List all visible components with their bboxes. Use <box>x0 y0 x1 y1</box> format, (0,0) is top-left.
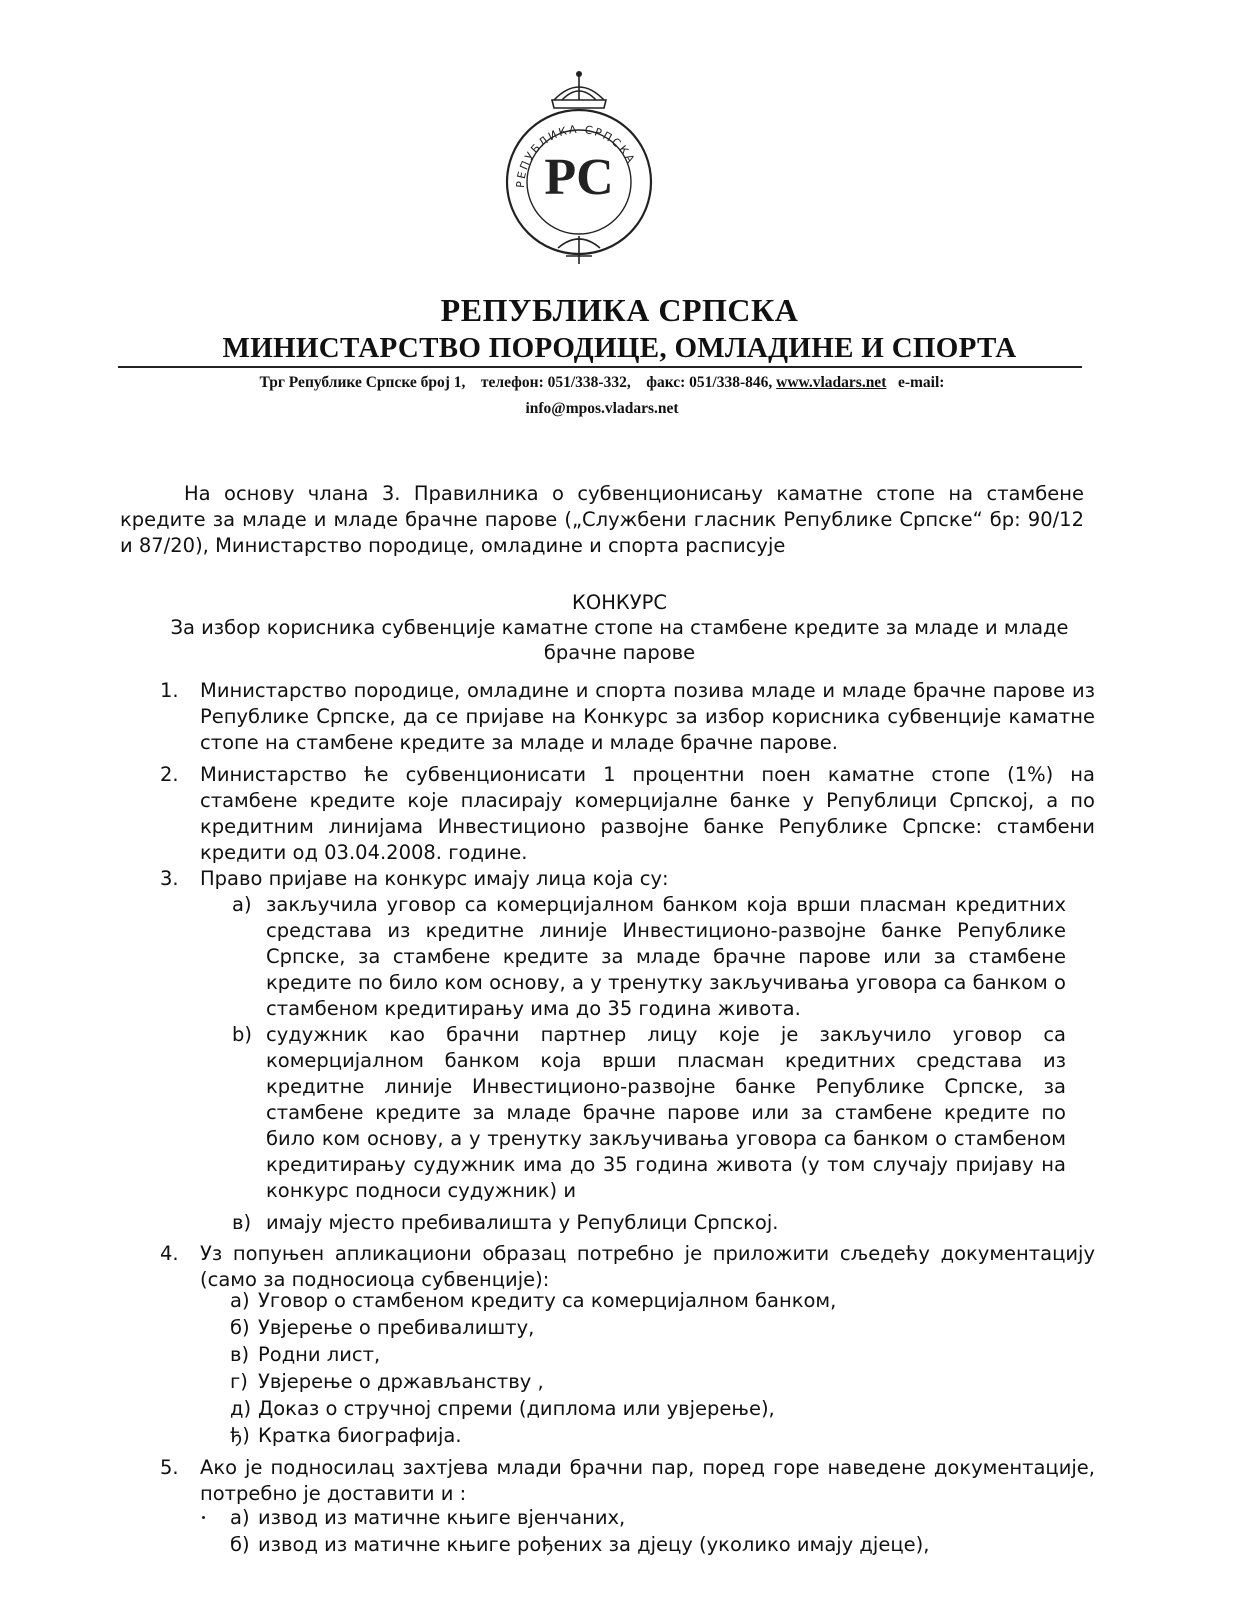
sub-item-marker: а) <box>232 893 252 916</box>
document-subheading-continued: брачне парове <box>543 641 696 664</box>
sub-item-marker: b) <box>232 1023 252 1046</box>
bullet-mark <box>202 1516 205 1519</box>
sub-item-marker: а) <box>230 1289 250 1312</box>
list-item-text: Право пријаве на конкурс имају лица која су: <box>200 867 669 890</box>
list-item-number: 5. <box>160 1456 179 1479</box>
list-item-text: Министарство породице, омладине и спорта позива младе и младе брачне парове из Републике Српске, да се пријаве на Конкурс за избор корисника субвенције каматне стопе на стамбене кредите за младе и младе брачне парове. <box>200 679 1095 754</box>
header-contact-line <box>120 374 1084 392</box>
sub-item-text: извод из матичне књиге вјенчаних, <box>258 1506 626 1529</box>
coat-of-arms-emblem <box>496 70 662 270</box>
header-title: РЕПУБЛИКА СРПСКА <box>440 292 799 328</box>
list-item-number: 2. <box>160 763 179 786</box>
header-fax: факс: 051/338-846, <box>646 374 773 391</box>
sub-item-marker: б) <box>230 1316 250 1339</box>
sub-item-marker: ђ) <box>230 1424 250 1447</box>
sub-item-text: имају мјесто пребивалишта у Републици Српској. <box>266 1211 779 1234</box>
intro-paragraph <box>120 481 1084 559</box>
sub-item-text: Доказ о стручној спреми (диплома или увјерење), <box>258 1397 775 1420</box>
list-item-number: 1. <box>160 679 179 702</box>
header-address: Трг Републике Српске број 1, <box>259 374 466 391</box>
sub-item-marker: д) <box>230 1397 252 1420</box>
header-phone: телефон: 051/338-332, <box>480 374 631 391</box>
list-item-text: Министарство ће субвенционисати 1 процентни поен каматне стопе (1%) на стамбене кредите које пласирају комерцијалне банке у Републици Српској, а по кредитним линијама Инвестиционо развојне банке Републике Српске: стамбени кредити од 03.04.2008. године. <box>200 763 1095 864</box>
document-subheading: За избор корисника субвенције каматне стопе на стамбене кредите за младе и младе <box>170 616 1069 639</box>
header-divider <box>118 366 1082 368</box>
sub-item-marker: г) <box>230 1370 248 1393</box>
sub-item-text: судужник као брачни партнер лицу које је закључило уговор са комерцијалном банком која врши пласман кредитних средстава из кредитне линије Инвестиционо-развојне банке Републике Српске, за стамбене кредите за младе брачне парове или за стамбене кредите по било ком основу, а у тренутку закључивања уговора са банком о стамбеном кредитирању судужник има до 35 година живота (у том случају пријаву на конкурс подноси судужник) и <box>266 1023 1066 1202</box>
sub-item-text: Увјерење о пребивалишту, <box>258 1316 535 1339</box>
sub-item-marker: в) <box>230 1343 250 1366</box>
list-item-text: Ако је подносилац захтјева млади брачни пар, поред горе наведене документације, потребно је доставити и : <box>200 1456 1095 1505</box>
list-item-number: 4. <box>160 1242 179 1265</box>
email-link[interactable]: info@mpos.vladars.net <box>525 400 679 417</box>
sub-item-marker: б) <box>230 1533 250 1556</box>
emblem-ring-text: РЕПУБЛИКА СРПСКА <box>513 122 639 189</box>
sub-item-text: Родни лист, <box>258 1343 381 1366</box>
intro-text: На основу члана 3. Правилника о субвенционисању каматне стопе на стамбене кредите за младе и младе брачне парове („Службени гласник Републике Српске“ бр: 90/12 и 87/20), Министарство породице, омладине и спорта расписује <box>120 482 1084 557</box>
document-heading: КОНКУРС <box>572 591 667 614</box>
sub-item-text: Кратка биографија. <box>258 1424 462 1447</box>
list-item-text: Уз попуњен апликациони образац потребно је приложити сљедећу документацију (само за подносиоца субвенције): <box>200 1242 1095 1291</box>
sub-item-text: закључила уговор са комерцијалном банком која врши пласман кредитних средстава из кредитне линије Инвестиционо-развојне банке Републике Српске, за стамбене кредите за младе брачне парове или за стамбене кредите по било ком основу, а у тренутку закључивања уговора са банком о стамбеном кредитирању има до 35 година живота. <box>266 893 1066 1020</box>
header-email-label: e-mail: <box>897 374 945 391</box>
list-item-number: 3. <box>160 867 179 890</box>
website-link[interactable]: www.vladars.net <box>776 374 887 391</box>
header-email-line <box>120 400 1084 418</box>
sub-item-marker: а) <box>230 1506 250 1529</box>
header-ministry: МИНИСТАРСТВО ПОРОДИЦЕ, ОМЛАДИНЕ И СПОРТА <box>222 332 1017 364</box>
sub-item-marker: в) <box>232 1211 252 1234</box>
emblem-monogram: PC <box>544 149 614 206</box>
sub-item-text: Увјерење о држављанству , <box>258 1370 544 1393</box>
sub-item-text: извод из матичне књиге рођених за дјецу (уколико имају дјеце), <box>258 1533 930 1556</box>
sub-item-text: Уговор о стамбеном кредиту са комерцијалном банком, <box>258 1289 837 1312</box>
